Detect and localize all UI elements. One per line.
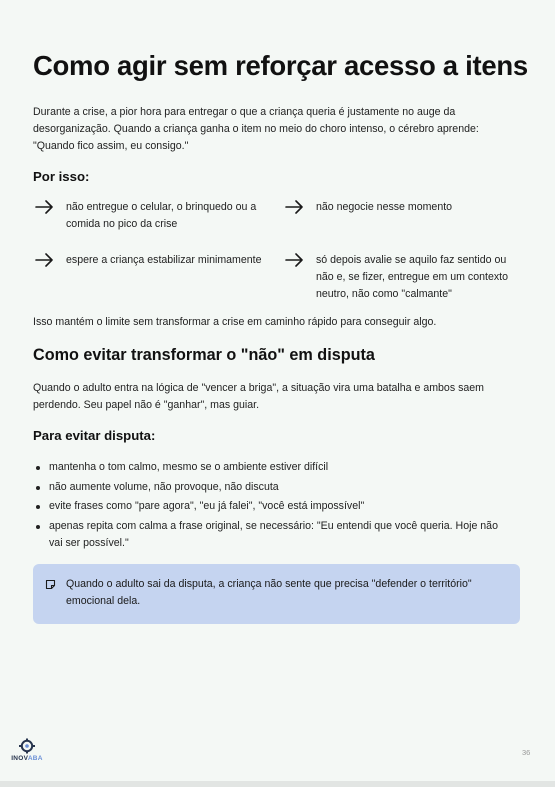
callout-text: Quando o adulto sai da disputa, a criança não sente que precisa "defender o território" emocional dela. xyxy=(66,578,472,607)
arrow-right-icon xyxy=(285,253,304,267)
callout-box xyxy=(33,564,520,624)
arrow-list-text: espere a criança estabilizar minimamente xyxy=(66,254,262,266)
bullet-list xyxy=(33,459,523,555)
logo-wordmark: INOVABA xyxy=(11,755,43,762)
arrow-list-item xyxy=(35,199,275,233)
bullet-dot xyxy=(36,486,40,490)
arrow-right-icon xyxy=(35,200,54,214)
intro-line: desorganização. Quando a criança ganha o item no meio do choro intenso, o cérebro aprende: xyxy=(33,122,479,135)
bullet-item: apenas repita com calma a frase original, se necessário: "Eu entendi que você queria. Hoje não vai ser possível." xyxy=(33,518,523,553)
bullet-dot xyxy=(36,466,40,470)
bullet-dot xyxy=(36,505,40,509)
page-number: 36 xyxy=(522,748,531,757)
note-icon xyxy=(45,579,56,590)
arrow-list-item xyxy=(35,252,280,269)
bullet-item: não aumente volume, não provoque, não discuta xyxy=(33,479,523,497)
page-title: Como agir sem reforçar acesso a itens xyxy=(33,50,528,81)
arrow-list-text: não negocie nesse momento xyxy=(316,201,453,213)
intro-line: "Quando fico assim, eu consigo." xyxy=(33,139,189,152)
arrow-right-icon xyxy=(35,253,54,267)
logo-mark-icon xyxy=(18,738,36,754)
intro-line: Durante a crise, a pior hora para entregar o que a criança queria é justamente no auge da xyxy=(33,106,456,118)
section-heading-evitar-disputa: Como evitar transformar o "não" em disputa xyxy=(33,346,375,364)
arrow-list-item xyxy=(285,252,530,303)
arrow-list-text: só depois avalie se aquilo faz sentido ou não e, se fizer, entregue em um contexto neutro, não como "calmante" xyxy=(316,254,508,300)
section-heading-por-isso: Por isso: xyxy=(33,169,90,184)
section1-closing: Isso mantém o limite sem transformar a crise em caminho rápido para conseguir algo. xyxy=(33,316,437,328)
section-heading-para-evitar: Para evitar disputa: xyxy=(33,428,156,443)
arrow-list-text: não entregue o celular, o brinquedo ou a comida no pico da crise xyxy=(66,201,257,230)
arrow-list-item xyxy=(285,199,525,216)
arrow-right-icon xyxy=(285,200,304,214)
section2-paragraph: Quando o adulto entra na lógica de "vencer a briga", a situação vira uma batalha e ambos saem perdendo. Seu papel não é "ganhar", mas guiar. xyxy=(33,382,484,411)
inovaba-logo xyxy=(11,738,43,762)
bottom-strip xyxy=(0,781,555,787)
bullet-item: mantenha o tom calmo, mesmo se o ambiente estiver difícil xyxy=(33,459,523,477)
intro-paragraph xyxy=(33,104,533,154)
bullet-item: evite frases como "pare agora", "eu já falei", "você está impossível" xyxy=(33,498,523,516)
bullet-dot xyxy=(36,525,40,529)
